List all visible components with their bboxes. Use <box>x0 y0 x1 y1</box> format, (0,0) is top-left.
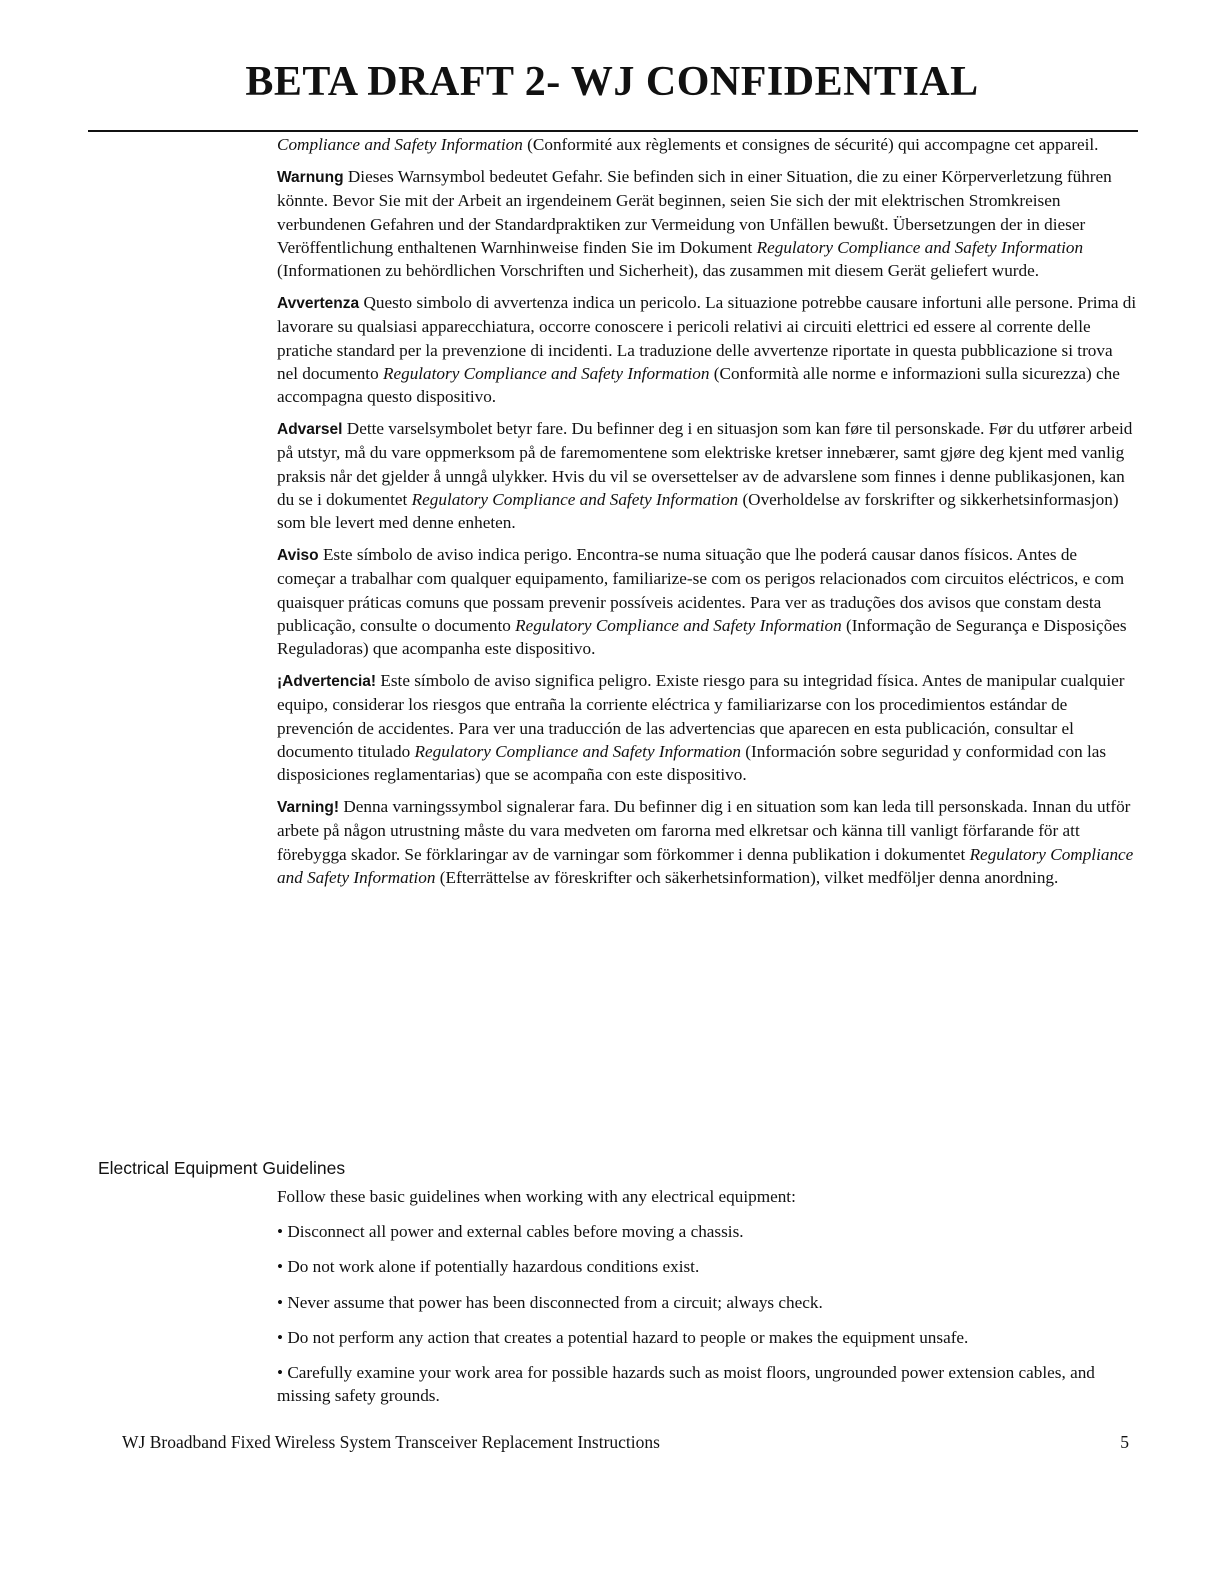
doc-title: Compliance and Safety Information <box>277 135 523 154</box>
footer-title: WJ Broadband Fixed Wireless System Transceiver Replacement Instructions <box>122 1432 660 1452</box>
list-item: • Never assume that power has been disconnected from a circuit; always check. <box>277 1292 823 1312</box>
guidelines-intro: Follow these basic guidelines when working with any electrical equipment: <box>277 1187 796 1206</box>
doc-title: Regulatory Compliance and Safety Information <box>411 489 739 509</box>
warning-swedish: Varning! Denna varningssymbol signalerar fara. Du befinner dig i en situation som kan leda till personskada. Innan du utför arbete på någon utrustning måste du vara medveten om farorna med elkretsar och känna till vanligt förfarande för att förebygga skador. Se förklaringar av de varningar som förkommer i denna publikation i dokumentet Regulatory Compliance and Safety Information (Efterrättelse av föreskrifter och säkerhetsinformation), vilket medföljer denna anordning. <box>277 797 1134 887</box>
list-item: • Do not work alone if potentially hazardous conditions exist. <box>277 1257 700 1277</box>
draft-banner: BETA DRAFT 2- WJ CONFIDENTIAL <box>245 59 979 105</box>
list-item: • Do not perform any action that creates a potential hazard to people or makes the equipment unsafe. <box>277 1327 969 1347</box>
safety-warnings <box>277 133 1137 898</box>
section-heading: Electrical Equipment Guidelines <box>98 1158 346 1178</box>
warning-keyword: Warnung <box>277 169 344 187</box>
doc-title: Regulatory Compliance and Safety Information <box>515 615 842 635</box>
warning-keyword: Avvertenza <box>277 295 360 313</box>
warning-keyword: ¡Advertencia! <box>277 673 377 691</box>
doc-title: Regulatory Compliance and Safety Information <box>277 844 1134 887</box>
warning-german: Warnung Dieses Warnsymbol bedeutet Gefahr. Sie befinden sich in einer Situation, die zu einer Körperverletzung führen könnte. Bevor Sie mit der Arbeit an irgendeinem Gerät beginnen, seien Sie sich der mit elektrischen Stromkreisen verbundenen Gefahren und der Standardpraktiken zur Vermeidung von Unfällen bewußt. Übersetzungen der in dieser Veröffentlichung enthaltenen Warnhinweise finden Sie im Dokument Regulatory Compliance and Safety Information (Informationen zu behördlichen Vorschriften und Sicherheit), das zusammen mit diesem Gerät geliefert wurde. <box>277 167 1112 281</box>
list-item: • Carefully examine your work area for possible hazards such as moist floors, ungrounded power extension cables, and missing safety grounds. <box>277 1363 1095 1406</box>
warning-spanish: ¡Advertencia! Este símbolo de aviso significa peligro. Existe riesgo para su integridad física. Antes de manipular cualquier equipo, considerar los riesgos que entraña la corriente eléctrica y familiarizarse con los procedimientos estándar de prevención de accidentes. Para ver una traducción de las advertencias que aparecen en esta publicación, consultar el documento titulado Regulatory Compliance and Safety Information (Información sobre seguridad y conformidad con las disposiciones reglamentarias) que se acompaña con este dispositivo. <box>277 671 1125 785</box>
warning-keyword: Varning! <box>277 799 340 817</box>
warning-french-continued: Compliance and Safety Information (Conformité aux règlements et consignes de sécurité) qui accompagne cet appareil. <box>277 135 1099 154</box>
warning-portuguese: Aviso Este símbolo de aviso indica perigo. Encontra-se numa situação que lhe poderá causar danos físicos. Antes de começar a trabalhar com qualquer equipamento, familiarize-se com os perigos relacionados com circuitos eléctricos, e com quaisquer práticas comuns que possam prevenir possíveis acidentes. Para ver as traduções dos avisos que constam desta publicação, consulte o documento Regulatory Compliance and Safety Information (Informação de Segurança e Disposições Reguladoras) que acompanha este dispositivo. <box>277 545 1127 659</box>
doc-title: Regulatory Compliance and Safety Information <box>414 741 741 761</box>
warning-italian: Avvertenza Questo simbolo di avvertenza indica un pericolo. La situazione potrebbe causare infortuni alle persone. Prima di lavorare su qualsiasi apparecchiatura, occorre conoscere i pericoli relativi ai circuiti elettrici ed essere al corrente delle pratiche standard per la prevenzione di incidenti. La traduzione delle avvertenze riportate in questa pubblicazione si trova nel documento Regulatory Compliance and Safety Information (Conformità alle norme e informazioni sulla sicurezza) che accompagna questo dispositivo. <box>277 293 1137 407</box>
page-number: 5 <box>1120 1432 1129 1452</box>
warning-keyword: Advarsel <box>277 421 343 439</box>
doc-title: Regulatory Compliance and Safety Information <box>382 363 710 383</box>
warning-keyword: Aviso <box>277 547 319 565</box>
list-item: • Disconnect all power and external cables before moving a chassis. <box>277 1222 744 1242</box>
warning-norwegian: Advarsel Dette varselsymbolet betyr fare. Du befinner deg i en situasjon som kan føre til personskade. Før du utfører arbeid på utstyr, må du vare oppmerksom på de faremomentene som elektriske kretser innebærer, samt gjøre deg kjent med vanlig praksis når det gjelder å unngå ulykker. Hvis du vil se oversettelser av de advarslene som finnes i denne publikasjonen, kan du se i dokumentet Regulatory Compliance and Safety Information (Overholdelse av forskrifter og sikkerhetsinformasjon) som ble levert med denne enheten. <box>277 419 1133 533</box>
doc-title: Regulatory Compliance and Safety Information <box>756 237 1084 257</box>
guidelines-list <box>277 1185 1137 1419</box>
header-rule <box>88 130 1138 132</box>
